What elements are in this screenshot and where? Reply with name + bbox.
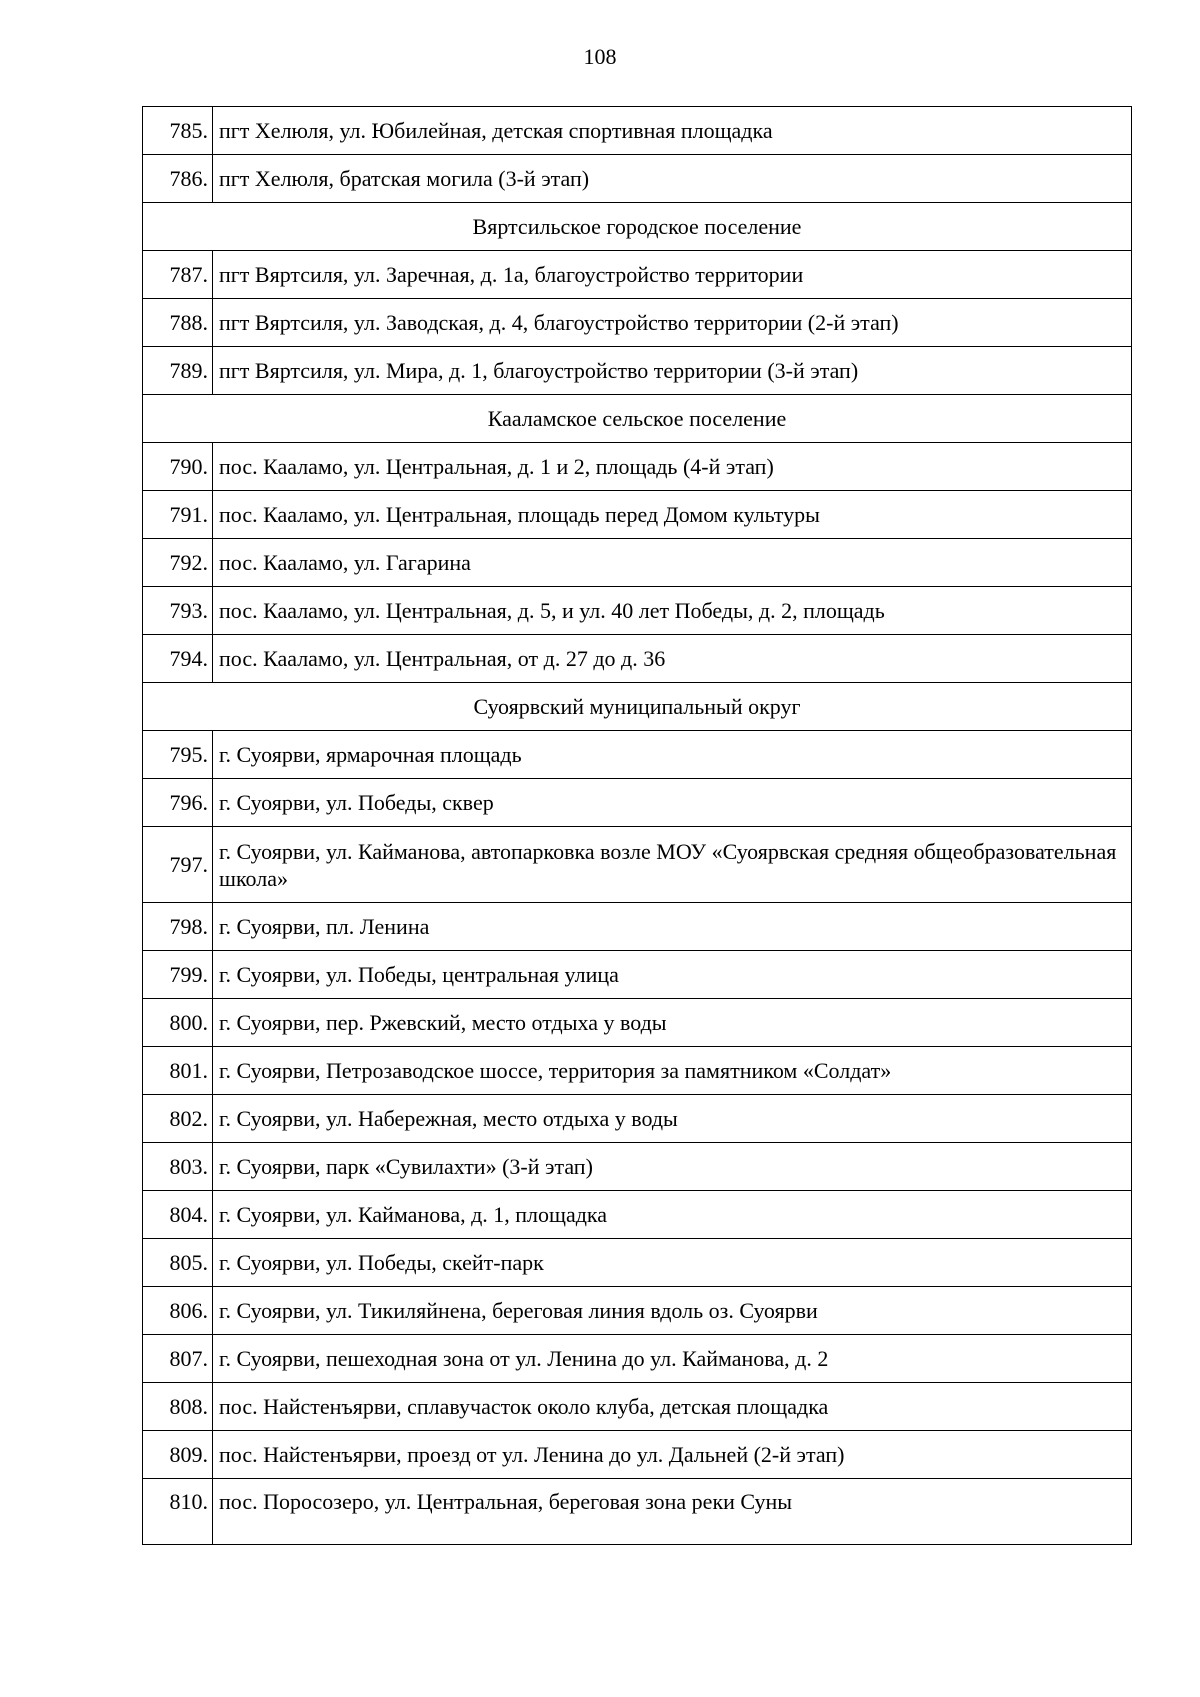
table-row (143, 491, 1132, 539)
row-number: 804. (143, 1191, 213, 1239)
row-location: пос. Кааламо, ул. Центральная, от д. 27 до д. 36 (213, 635, 1132, 683)
section-header-row (143, 395, 1132, 443)
section-header-row (143, 683, 1132, 731)
row-number: 809. (143, 1431, 213, 1479)
row-location: пгт Вяртсиля, ул. Заводская, д. 4, благоустройство территории (2-й этап) (213, 299, 1132, 347)
row-location: г. Суоярви, пл. Ленина (213, 903, 1132, 951)
row-number: 797. (143, 827, 213, 903)
table-row (143, 299, 1132, 347)
table-row (143, 1287, 1132, 1335)
row-number: 798. (143, 903, 213, 951)
row-number: 810. (143, 1479, 213, 1545)
table-row (143, 779, 1132, 827)
table-row (143, 155, 1132, 203)
table-row (143, 731, 1132, 779)
row-number: 799. (143, 951, 213, 999)
table-row (143, 635, 1132, 683)
row-location: пос. Поросозеро, ул. Центральная, береговая зона реки Суны (213, 1479, 1132, 1545)
table-row (143, 903, 1132, 951)
row-location: г. Суоярви, ул. Набережная, место отдыха у воды (213, 1095, 1132, 1143)
table-row (143, 443, 1132, 491)
table-row (143, 251, 1132, 299)
section-title: Вяртсильское городское поселение (143, 203, 1132, 251)
table-body (143, 107, 1132, 1545)
row-location: г. Суоярви, ул. Тикиляйнена, береговая линия вдоль оз. Суоярви (213, 1287, 1132, 1335)
table-row (143, 951, 1132, 999)
row-number: 791. (143, 491, 213, 539)
table-row (143, 1431, 1132, 1479)
table-row (143, 347, 1132, 395)
row-number: 790. (143, 443, 213, 491)
row-location: пгт Вяртсиля, ул. Заречная, д. 1а, благоустройство территории (213, 251, 1132, 299)
row-location: г. Суоярви, Петрозаводское шоссе, территория за памятником «Солдат» (213, 1047, 1132, 1095)
page-number: 108 (583, 44, 617, 69)
row-number: 786. (143, 155, 213, 203)
row-location: г. Суоярви, ярмарочная площадь (213, 731, 1132, 779)
row-location: г. Суоярви, ул. Кайманова, д. 1, площадка (213, 1191, 1132, 1239)
table-row (143, 1047, 1132, 1095)
table-row (143, 1143, 1132, 1191)
row-number: 792. (143, 539, 213, 587)
row-location: пос. Кааламо, ул. Центральная, д. 1 и 2, площадь (4-й этап) (213, 443, 1132, 491)
row-location: пгт Хелюля, ул. Юбилейная, детская спортивная площадка (213, 107, 1132, 155)
row-location: пос. Кааламо, ул. Центральная, площадь перед Домом культуры (213, 491, 1132, 539)
row-number: 787. (143, 251, 213, 299)
table-row (143, 539, 1132, 587)
row-number: 796. (143, 779, 213, 827)
table-row (143, 999, 1132, 1047)
row-location: г. Суоярви, ул. Победы, центральная улица (213, 951, 1132, 999)
row-number: 789. (143, 347, 213, 395)
section-header-row (143, 203, 1132, 251)
row-location: г. Суоярви, ул. Победы, скейт-парк (213, 1239, 1132, 1287)
row-location: пгт Вяртсиля, ул. Мира, д. 1, благоустройство территории (3-й этап) (213, 347, 1132, 395)
section-title: Суоярвский муниципальный округ (143, 683, 1132, 731)
row-number: 794. (143, 635, 213, 683)
improvement-sites-table (142, 106, 1132, 1545)
row-location: пос. Кааламо, ул. Гагарина (213, 539, 1132, 587)
table-row (143, 1383, 1132, 1431)
row-number: 803. (143, 1143, 213, 1191)
row-location: г. Суоярви, пер. Ржевский, место отдыха у воды (213, 999, 1132, 1047)
table-row (143, 1239, 1132, 1287)
row-location: пос. Найстенъярви, сплавучасток около клуба, детская площадка (213, 1383, 1132, 1431)
row-location: г. Суоярви, парк «Сувилахти» (3-й этап) (213, 1143, 1132, 1191)
row-number: 785. (143, 107, 213, 155)
row-number: 805. (143, 1239, 213, 1287)
row-number: 788. (143, 299, 213, 347)
row-number: 807. (143, 1335, 213, 1383)
table-row (143, 1095, 1132, 1143)
row-number: 800. (143, 999, 213, 1047)
section-title: Кааламское сельское поселение (143, 395, 1132, 443)
row-number: 793. (143, 587, 213, 635)
row-number: 808. (143, 1383, 213, 1431)
table-row (143, 587, 1132, 635)
row-location: г. Суоярви, ул. Победы, сквер (213, 779, 1132, 827)
row-location: пос. Найстенъярви, проезд от ул. Ленина до ул. Дальней (2-й этап) (213, 1431, 1132, 1479)
row-number: 801. (143, 1047, 213, 1095)
table-row (143, 1191, 1132, 1239)
row-location: пос. Кааламо, ул. Центральная, д. 5, и ул. 40 лет Победы, д. 2, площадь (213, 587, 1132, 635)
table-row (143, 1335, 1132, 1383)
row-number: 802. (143, 1095, 213, 1143)
row-number: 806. (143, 1287, 213, 1335)
row-location: г. Суоярви, пешеходная зона от ул. Ленина до ул. Кайманова, д. 2 (213, 1335, 1132, 1383)
row-location: пгт Хелюля, братская могила (3-й этап) (213, 155, 1132, 203)
table-row (143, 827, 1132, 903)
table-row (143, 107, 1132, 155)
row-location: г. Суоярви, ул. Кайманова, автопарковка возле МОУ «Суоярвская средняя общеобразовательная школа» (213, 827, 1132, 903)
row-number: 795. (143, 731, 213, 779)
table-row (143, 1479, 1132, 1545)
